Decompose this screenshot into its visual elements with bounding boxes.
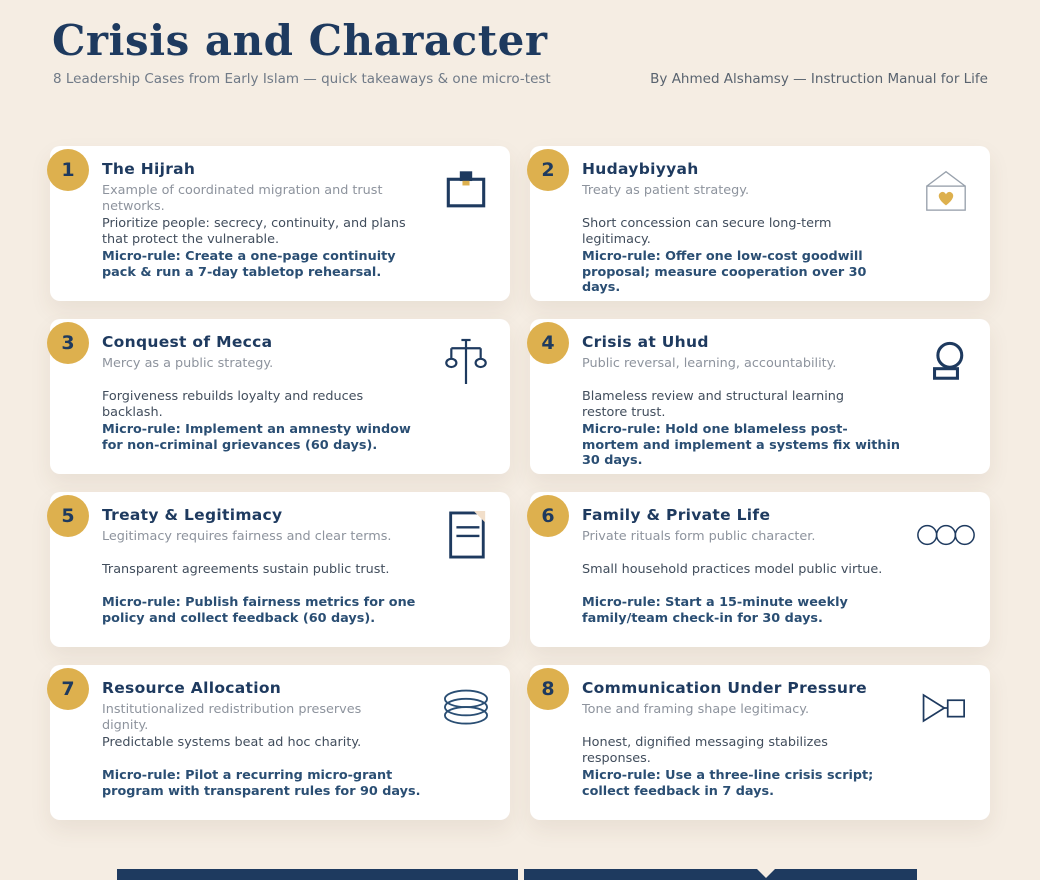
- case-number: 5: [61, 505, 75, 527]
- case-title: The Hijrah: [102, 160, 196, 178]
- case-card: [530, 665, 990, 820]
- case-title: Resource Allocation: [102, 679, 282, 697]
- case-title: Family & Private Life: [582, 506, 771, 524]
- case-number-badge: [527, 322, 569, 364]
- footer-bar-notch: [757, 869, 775, 878]
- case-micro-rule: Micro-rule: Create a one-page continuity pack & run a 7-day tabletop rehearsal.: [102, 249, 396, 280]
- case-takeaway: Predictable systems beat ad hoc charity.: [102, 735, 362, 750]
- page-subtitle: 8 Leadership Cases from Early Islam — quick takeaways & one micro-test: [53, 71, 551, 87]
- footer-bar: [0, 869, 1040, 880]
- case-card: [530, 492, 990, 647]
- envelope-heart-icon: [916, 162, 976, 216]
- footer-bar-left-segment: [117, 869, 518, 880]
- person-icon: [916, 335, 976, 389]
- document-icon: [436, 508, 496, 562]
- case-takeaway: Transparent agreements sustain public trust.: [102, 562, 390, 577]
- case-number: 8: [541, 678, 555, 700]
- circles-icon: [916, 508, 976, 562]
- scales-icon: [436, 335, 496, 389]
- case-number: 2: [541, 159, 555, 181]
- case-number-badge: [527, 149, 569, 191]
- megaphone-icon: [916, 681, 976, 735]
- case-number-badge: [527, 495, 569, 537]
- case-number: 3: [61, 332, 75, 354]
- case-tagline: Legitimacy requires fairness and clear terms.: [102, 529, 392, 544]
- case-tagline: Mercy as a public strategy.: [102, 356, 274, 371]
- case-takeaway: Honest, dignified messaging stabilizes responses.: [582, 735, 828, 766]
- case-takeaway: Short concession can secure long-term legitimacy.: [582, 216, 832, 247]
- case-takeaway: Prioritize people: secrecy, continuity, and plans that protect the vulnerable.: [102, 216, 406, 247]
- case-tagline: Public reversal, learning, accountability.: [582, 356, 837, 371]
- case-number: 1: [61, 159, 75, 181]
- case-micro-rule: Micro-rule: Use a three-line crisis script; collect feedback in 7 days.: [582, 768, 874, 799]
- case-takeaway: Forgiveness rebuilds loyalty and reduces backlash.: [102, 389, 364, 420]
- case-number-badge: [47, 149, 89, 191]
- case-card: [530, 319, 990, 474]
- case-tagline: Treaty as patient strategy.: [582, 183, 750, 198]
- case-number-badge: [47, 322, 89, 364]
- case-number-badge: [47, 668, 89, 710]
- case-micro-rule: Micro-rule: Pilot a recurring micro-grant program with transparent rules for 90 days.: [102, 768, 421, 799]
- case-card: [50, 319, 510, 474]
- case-number: 4: [541, 332, 555, 354]
- case-card: [50, 146, 510, 301]
- case-takeaway: Small household practices model public virtue.: [582, 562, 883, 577]
- case-card: [50, 492, 510, 647]
- briefcase-icon: [436, 162, 496, 216]
- case-micro-rule: Micro-rule: Publish fairness metrics for one policy and collect feedback (60 days).: [102, 595, 416, 626]
- coil-icon: [436, 681, 496, 735]
- case-number: 6: [541, 505, 555, 527]
- case-tagline: Tone and framing shape legitimacy.: [582, 702, 810, 717]
- case-micro-rule: Micro-rule: Start a 15-minute weekly family/team check-in for 30 days.: [582, 595, 848, 626]
- case-card: [50, 665, 510, 820]
- case-title: Communication Under Pressure: [582, 679, 867, 697]
- byline: By Ahmed Alshamsy — Instruction Manual for Life: [650, 71, 988, 87]
- case-number: 7: [61, 678, 75, 700]
- page-title: Crisis and Character: [52, 16, 548, 65]
- case-micro-rule: Micro-rule: Offer one low-cost goodwill proposal; measure cooperation over 30 days.: [582, 249, 867, 295]
- case-title: Treaty & Legitimacy: [102, 506, 283, 524]
- case-takeaway: Blameless review and structural learning restore trust.: [582, 389, 845, 420]
- case-micro-rule: Micro-rule: Implement an amnesty window for non-criminal grievances (60 days).: [102, 422, 411, 453]
- case-micro-rule: Micro-rule: Hold one blameless post-mortem and implement a systems fix within 30 days.: [582, 422, 901, 468]
- case-title: Crisis at Uhud: [582, 333, 709, 351]
- case-title: Conquest of Mecca: [102, 333, 273, 351]
- case-number-badge: [527, 668, 569, 710]
- case-number-badge: [47, 495, 89, 537]
- case-tagline: Institutionalized redistribution preserves dignity.: [102, 702, 362, 733]
- cards-grid: [50, 146, 990, 826]
- case-card: [530, 146, 990, 301]
- case-title: Hudaybiyyah: [582, 160, 699, 178]
- case-tagline: Private rituals form public character.: [582, 529, 816, 544]
- footer-bar-right-segment: [524, 869, 917, 880]
- case-tagline: Example of coordinated migration and trust networks.: [102, 183, 383, 214]
